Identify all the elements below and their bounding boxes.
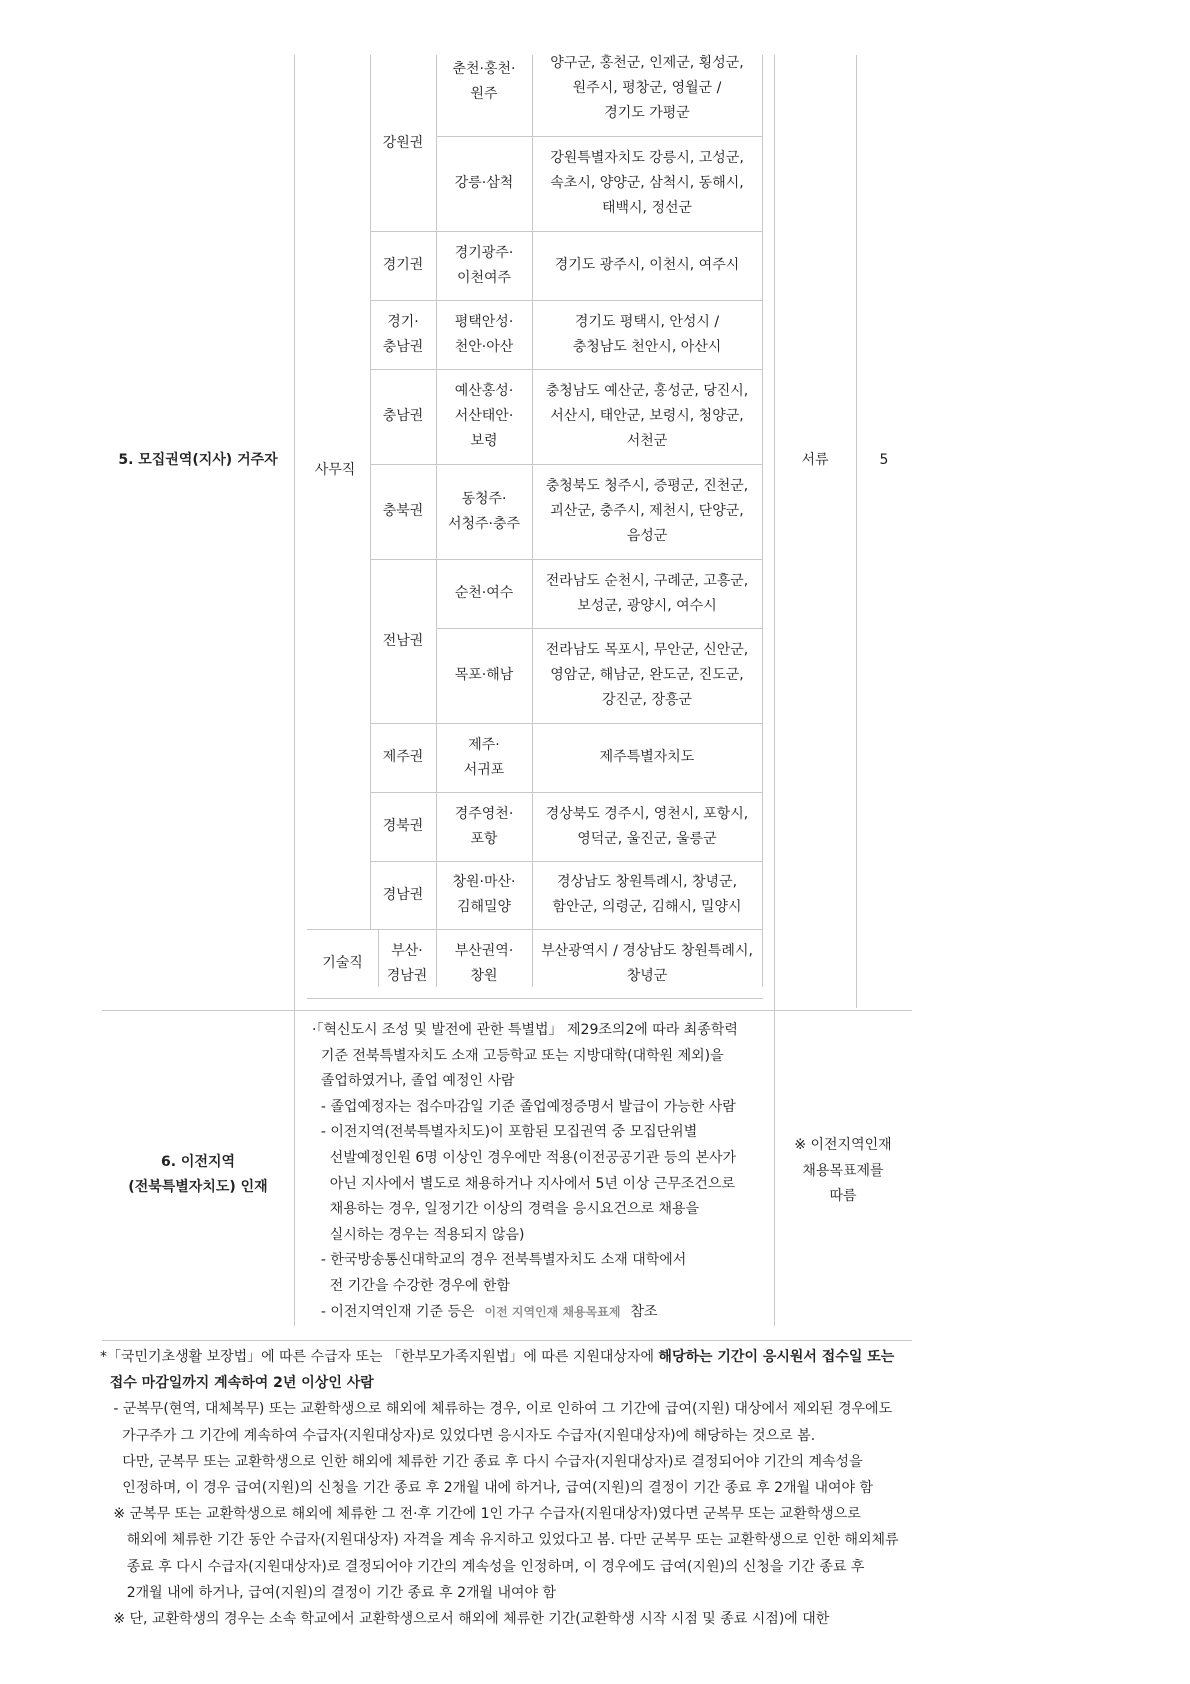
requirement-line: - 이전지역(전북특별자치도)이 포함된 모집권역 중 모집단위별 <box>312 1124 698 1141</box>
row6-note-line3: 따름 <box>829 1188 857 1204</box>
requirement-line: ·「혁신도시 조성 및 발전에 관한 특별법」 제29조의2에 따라 최종학력 <box>312 1022 738 1038</box>
requirement-last-line <box>312 1300 752 1326</box>
requirement-line: 선발예정인원 6명 이상인 경우에만 적용(이전공공기관 등의 본사가 <box>312 1149 737 1166</box>
reference-link[interactable]: 이전 지역인재 채용목표제 <box>484 1304 621 1319</box>
branch-cell: 경주영천· 포항 <box>454 805 514 847</box>
requirement-last-suffix: 참조 <box>630 1303 658 1320</box>
branch-cell: 창원·마산· 김해밀양 <box>452 874 516 915</box>
requirement-last-prefix: - 이전지역인재 기준 등은 <box>312 1303 475 1320</box>
footnote-line1-bold: 해당하는 기간이 응시원서 접수일 또는 <box>658 1349 895 1365</box>
district-cell: 부산광역시 / 경상남도 창원특례시, 창녕군 <box>541 942 753 984</box>
footnote-detail-line: 가구주가 그 기간에 계속하여 수급자(지원대상자)로 있었다면 응시자도 수급자(지원대상자)에 해당하는 것으로 봄. <box>100 1427 816 1444</box>
row5-tech-job: 기술직 <box>322 954 363 971</box>
requirement-line: 졸업하였거나, 졸업 예정인 사람 <box>312 1073 515 1090</box>
requirement-line: 아닌 지사에서 별도로 채용하거나 지사에서 5년 이상 근무조건으로 <box>312 1175 736 1192</box>
row5-category: 5. 모집권역(지사) 거주자 <box>118 451 278 468</box>
branch-cell: 제주· 서귀포 <box>463 736 505 778</box>
district-cell: 강원특별자치도 강릉시, 고성군, 속초시, 양양군, 삼척시, 동해시, 태백시, 정선군 <box>550 150 744 216</box>
area-cell: 경남권 <box>382 886 424 903</box>
requirement-line: 실시하는 경우는 적용되지 않음) <box>312 1226 525 1243</box>
footnote-detail-line: ※ 군복무 또는 교환학생으로 해외에 체류한 그 전·후 기간에 1인 가구 수급자(지원대상자)였다면 군복무 또는 교환학생으로 <box>100 1506 861 1523</box>
row6-category-line1: 6. 이전지역 <box>160 1154 236 1170</box>
requirement-line: - 졸업예정자는 접수마감일 기준 졸업예정증명서 발급이 가능한 사람 <box>312 1098 736 1115</box>
district-cell: 경상남도 창원특례시, 창녕군, 함안군, 의령군, 김해시, 밀양시 <box>552 874 742 915</box>
area-cell: 강원권 <box>382 134 424 151</box>
district-cell: 충청남도 예산군, 홍성군, 당진시, 서산시, 태안군, 보령시, 청양군, 서천군 <box>545 383 749 449</box>
requirement-line: - 한국방송통신대학교의 경우 전북특별자치도 소재 대학에서 <box>312 1252 687 1269</box>
district-cell: 경기도 광주시, 이천시, 여주시 <box>554 257 740 273</box>
district-cell: 경기도 평택시, 안성시 / 충청남도 천안시, 아산시 <box>572 313 722 355</box>
row6-category-line2: (전북특별자치도) 인재 <box>128 1179 268 1195</box>
branch-cell: 춘천·홍천· 원주 <box>452 61 516 102</box>
requirement-line: 전 기간을 수강한 경우에 한함 <box>312 1277 510 1294</box>
area-cell: 충남권 <box>382 408 424 424</box>
branch-cell: 순천·여수 <box>454 585 514 601</box>
district-cell: 전라남도 순천시, 구례군, 고흥군, 보성군, 광양시, 여수시 <box>545 572 749 614</box>
footnote-detail-line: 2개월 내에 하거나, 급여(지원)의 결정이 기간 종료 후 2개월 내여야 함 <box>100 1584 557 1601</box>
row5-stage: 서류 <box>801 451 829 468</box>
district-cell: 전라남도 목포시, 무안군, 신안군, 영암군, 해남군, 완도군, 진도군, 강진군, 장흥군 <box>545 642 749 708</box>
district-cell: 양구군, 홍천군, 인제군, 횡성군, 원주시, 평창군, 영월군 / 경기도 가평군 <box>550 54 744 121</box>
district-cell: 충청북도 청주시, 증평군, 진천군, 괴산군, 충주시, 제천시, 단양군, 음성군 <box>545 478 749 544</box>
area-cell: 경기· 충남권 <box>382 313 424 355</box>
footnote-detail-line: 인정하며, 이 경우 급여(지원)의 신청을 기간 종료 후 2개월 내에 하거나, 급여(지원)의 결정이 기간 종료 후 2개월 내여야 함 <box>100 1480 874 1497</box>
requirement-line: 기준 전북특별자치도 소재 고등학교 또는 지방대학(대학원 제외)을 <box>312 1047 724 1064</box>
footnote-line2: 접수 마감일까지 계속하여 2년 이상인 사람 <box>100 1375 374 1392</box>
row5-office-job: 사무직 <box>314 461 356 478</box>
area-cell: 경북권 <box>382 818 424 834</box>
area-cell: 부산· 경남권 <box>386 942 428 984</box>
footnote-detail-line: ※ 단, 교환학생의 경우는 소속 학교에서 교환학생으로서 해외에 체류한 기간(교환학생 시작 시점 및 종료 시점)에 대한 <box>100 1611 830 1628</box>
row6-requirements <box>312 1018 752 1325</box>
requirement-line: 채용하는 경우, 일정기간 이상의 경력을 응시요건으로 채용을 <box>312 1201 700 1218</box>
footnote-line1 <box>100 1344 930 1370</box>
branch-cell: 동청주· 서청주·충주 <box>447 490 521 532</box>
branch-cell: 강릉·삼척 <box>454 175 514 191</box>
row6-note <box>774 1133 912 1210</box>
footnote-detail-line: 해외에 체류한 기간 동안 수급자(지원대상자) 자격을 계속 유지하고 있었다고 봄. 다만 군복무 또는 교환학생으로 인한 해외체류 <box>100 1532 899 1549</box>
branch-cell: 목포·해남 <box>454 667 514 683</box>
area-cell: 전남권 <box>382 632 424 649</box>
branch-cell: 부산권역· 창원 <box>454 942 514 984</box>
footnote-line1-normal: *「국민기초생활 보장법」에 따른 수급자 또는 「한부모가족지원법」에 따른 지원대상자에 <box>100 1349 659 1365</box>
footnote-detail-line: - 군복무(현역, 대체복무) 또는 교환학생으로 해외에 체류하는 경우, 이로 인하여 그 기간에 급여(지원) 대상에서 제외된 경우에도 <box>100 1401 893 1418</box>
branch-cell: 경기광주· 이천여주 <box>454 244 514 286</box>
row6-note-line1: ※ 이전지역인재 <box>794 1137 892 1153</box>
row6-category <box>102 1150 294 1200</box>
area-cell: 충북권 <box>382 503 424 519</box>
district-cell: 제주특별자치도 <box>599 749 695 765</box>
footnote <box>100 1344 930 1632</box>
footnote-detail-line: 다만, 군복무 또는 교환학생으로 인한 해외에 체류한 기간 종료 후 다시 수급자(지원대상자)로 결정되어야 기간의 계속성을 <box>100 1453 863 1470</box>
branch-cell: 예산홍성· 서산태안· 보령 <box>454 383 514 449</box>
footnote-detail-line: 종료 후 다시 수급자(지원대상자)로 결정되어야 기간의 계속성을 인정하며, 이 경우에도 급여(지원)의 신청을 기간 종료 후 <box>100 1558 865 1575</box>
district-cell: 경상북도 경주시, 영천시, 포항시, 영덕군, 울진군, 울릉군 <box>545 805 749 847</box>
row5-points: 5 <box>879 451 889 468</box>
branch-cell: 평택안성· 천안·아산 <box>454 313 514 355</box>
row6-note-line2: 채용목표제를 <box>802 1162 884 1179</box>
area-cell: 제주권 <box>382 749 424 765</box>
area-cell: 경기권 <box>382 257 424 273</box>
